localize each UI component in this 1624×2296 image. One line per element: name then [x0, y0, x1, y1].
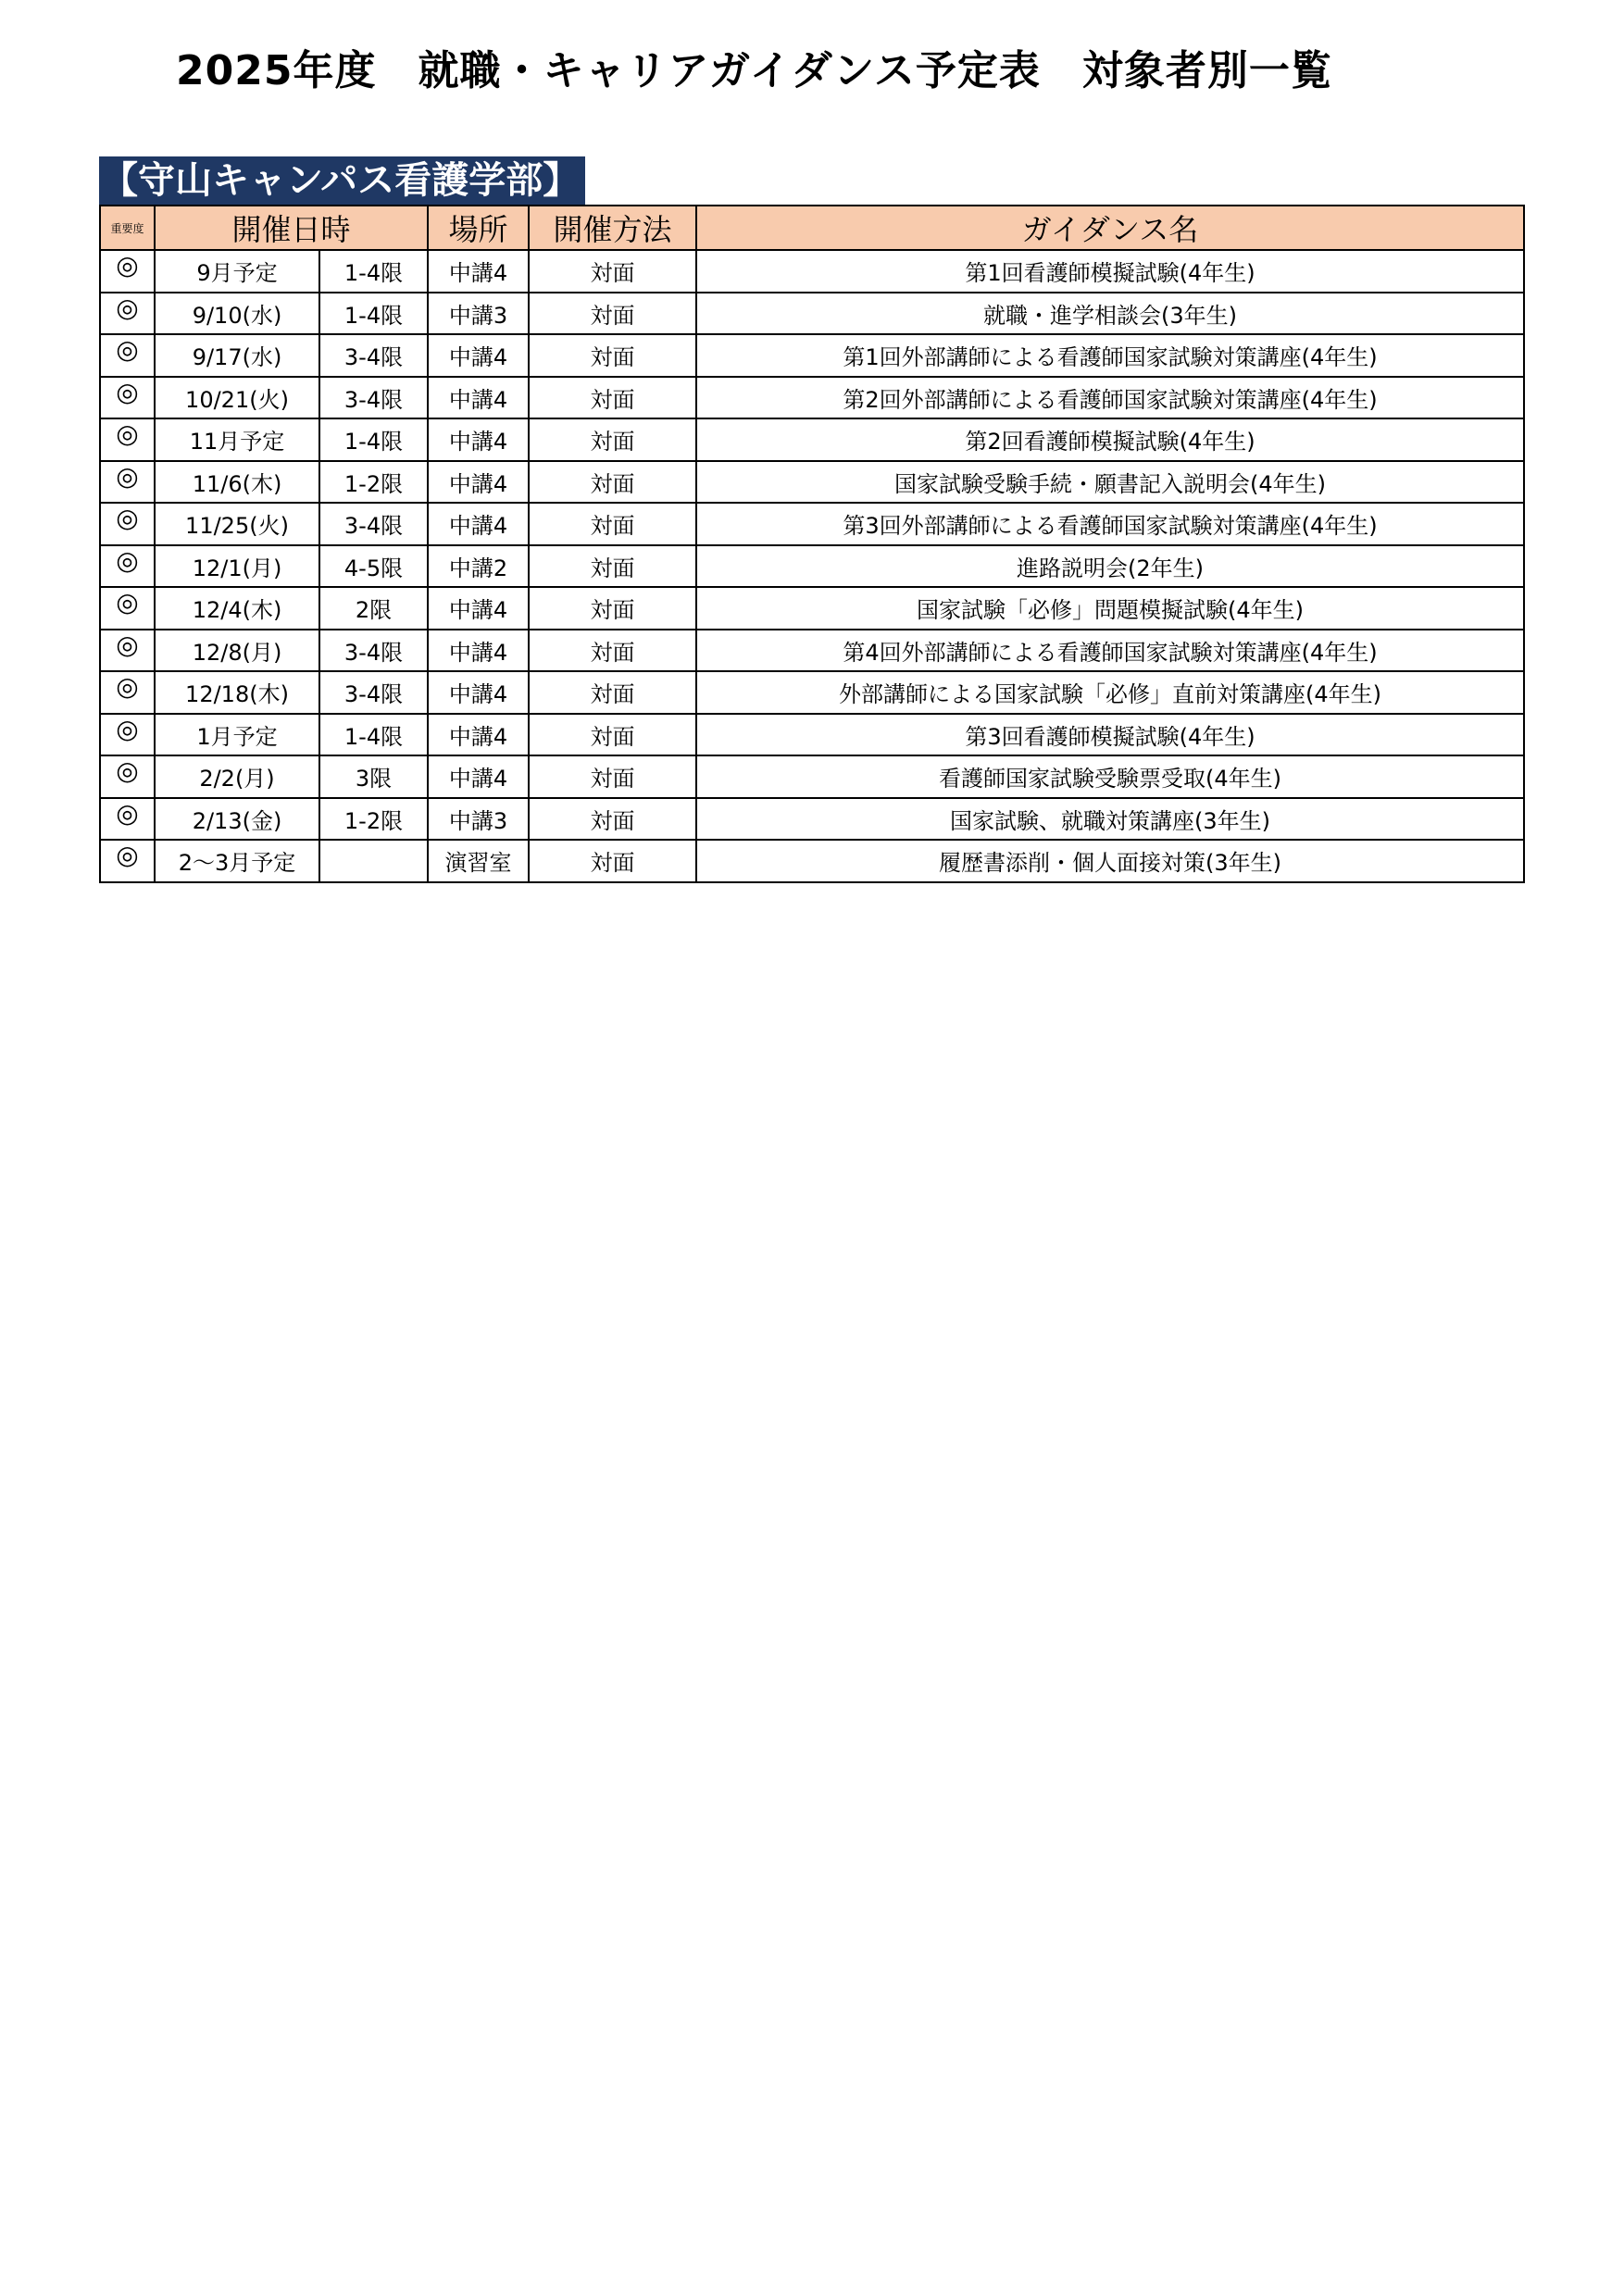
- guidance-name-cell: 第4回外部講師による看護師国家試験対策講座(4年生): [696, 630, 1524, 672]
- date-cell: 9月予定: [155, 250, 319, 293]
- table-row: [100, 671, 1524, 714]
- date-cell: 9/10(水): [155, 293, 319, 335]
- method-cell: 対面: [529, 334, 696, 377]
- method-cell: 対面: [529, 461, 696, 504]
- importance-mark: ◎: [100, 630, 155, 672]
- guidance-name-cell: 国家試験、就職対策講座(3年生): [696, 798, 1524, 841]
- guidance-name-cell: 進路説明会(2年生): [696, 545, 1524, 588]
- place-cell: 中講4: [428, 714, 529, 756]
- period-cell: 3-4限: [319, 503, 428, 545]
- place-cell: 中講3: [428, 798, 529, 841]
- table-row: [100, 714, 1524, 756]
- table-row: [100, 293, 1524, 335]
- importance-mark: ◎: [100, 798, 155, 841]
- importance-mark: ◎: [100, 334, 155, 377]
- table-row: [100, 503, 1524, 545]
- method-cell: 対面: [529, 714, 696, 756]
- section-heading: 【守山キャンパス看護学部】: [99, 156, 585, 205]
- importance-mark: ◎: [100, 418, 155, 461]
- guidance-schedule-table: [99, 205, 1525, 883]
- period-cell: 1-4限: [319, 714, 428, 756]
- guidance-name-cell: 第1回看護師模擬試験(4年生): [696, 250, 1524, 293]
- importance-mark: ◎: [100, 250, 155, 293]
- table-row: [100, 250, 1524, 293]
- place-cell: 中講4: [428, 587, 529, 630]
- guidance-name-cell: 外部講師による国家試験「必修」直前対策講座(4年生): [696, 671, 1524, 714]
- period-cell: 1-2限: [319, 461, 428, 504]
- guidance-name-cell: 第2回外部講師による看護師国家試験対策講座(4年生): [696, 377, 1524, 419]
- place-cell: 中講3: [428, 293, 529, 335]
- guidance-name-cell: 履歴書添削・個人面接対策(3年生): [696, 840, 1524, 882]
- importance-mark: ◎: [100, 755, 155, 798]
- header-importance: 重要度: [100, 206, 155, 250]
- importance-mark: ◎: [100, 840, 155, 882]
- place-cell: 中講4: [428, 461, 529, 504]
- guidance-name-cell: 看護師国家試験受験票受取(4年生): [696, 755, 1524, 798]
- table-body: [100, 250, 1524, 882]
- date-cell: 2/13(金): [155, 798, 319, 841]
- place-cell: 中講4: [428, 377, 529, 419]
- document-title: 2025年度 就職・キャリアガイダンス予定表 対象者別一覧: [176, 47, 1332, 94]
- guidance-name-cell: 国家試験「必修」問題模擬試験(4年生): [696, 587, 1524, 630]
- method-cell: 対面: [529, 840, 696, 882]
- date-cell: 12/18(木): [155, 671, 319, 714]
- table-row: [100, 587, 1524, 630]
- table-row: [100, 334, 1524, 377]
- place-cell: 中講4: [428, 755, 529, 798]
- guidance-name-cell: 就職・進学相談会(3年生): [696, 293, 1524, 335]
- period-cell: 1-4限: [319, 418, 428, 461]
- period-cell: 3-4限: [319, 630, 428, 672]
- place-cell: 中講4: [428, 418, 529, 461]
- importance-mark: ◎: [100, 377, 155, 419]
- method-cell: 対面: [529, 250, 696, 293]
- table-row: [100, 418, 1524, 461]
- place-cell: 中講4: [428, 671, 529, 714]
- method-cell: 対面: [529, 377, 696, 419]
- importance-mark: ◎: [100, 293, 155, 335]
- period-cell: 1-4限: [319, 250, 428, 293]
- method-cell: 対面: [529, 798, 696, 841]
- method-cell: 対面: [529, 587, 696, 630]
- date-cell: 11/25(火): [155, 503, 319, 545]
- date-cell: 11月予定: [155, 418, 319, 461]
- method-cell: 対面: [529, 503, 696, 545]
- importance-mark: ◎: [100, 587, 155, 630]
- header-guidance-name: ガイダンス名: [696, 206, 1524, 250]
- guidance-name-cell: 第3回看護師模擬試験(4年生): [696, 714, 1524, 756]
- period-cell: 4-5限: [319, 545, 428, 588]
- importance-mark: ◎: [100, 714, 155, 756]
- method-cell: 対面: [529, 418, 696, 461]
- place-cell: 中講2: [428, 545, 529, 588]
- place-cell: 中講4: [428, 503, 529, 545]
- period-cell: 1-4限: [319, 293, 428, 335]
- header-method: 開催方法: [529, 206, 696, 250]
- period-cell: 3-4限: [319, 377, 428, 419]
- guidance-name-cell: 第1回外部講師による看護師国家試験対策講座(4年生): [696, 334, 1524, 377]
- table-row: [100, 461, 1524, 504]
- table-row: [100, 755, 1524, 798]
- place-cell: 中講4: [428, 334, 529, 377]
- period-cell: 1-2限: [319, 798, 428, 841]
- date-cell: 9/17(水): [155, 334, 319, 377]
- table-row: [100, 545, 1524, 588]
- method-cell: 対面: [529, 630, 696, 672]
- period-cell: 3-4限: [319, 671, 428, 714]
- place-cell: 中講4: [428, 250, 529, 293]
- guidance-name-cell: 第2回看護師模擬試験(4年生): [696, 418, 1524, 461]
- period-cell: 2限: [319, 587, 428, 630]
- date-cell: 12/8(月): [155, 630, 319, 672]
- method-cell: 対面: [529, 545, 696, 588]
- period-cell: 3限: [319, 755, 428, 798]
- header-place: 場所: [428, 206, 529, 250]
- period-cell: 3-4限: [319, 334, 428, 377]
- table-row: [100, 798, 1524, 841]
- date-cell: 10/21(火): [155, 377, 319, 419]
- table-row: [100, 840, 1524, 882]
- date-cell: 12/4(木): [155, 587, 319, 630]
- place-cell: 演習室: [428, 840, 529, 882]
- table-row: [100, 377, 1524, 419]
- header-datetime: 開催日時: [155, 206, 428, 250]
- importance-mark: ◎: [100, 545, 155, 588]
- date-cell: 2/2(月): [155, 755, 319, 798]
- date-cell: 12/1(月): [155, 545, 319, 588]
- guidance-name-cell: 第3回外部講師による看護師国家試験対策講座(4年生): [696, 503, 1524, 545]
- table-row: [100, 630, 1524, 672]
- importance-mark: ◎: [100, 671, 155, 714]
- table-header-row: [100, 206, 1524, 250]
- period-cell: [319, 840, 428, 882]
- importance-mark: ◎: [100, 461, 155, 504]
- date-cell: 2～3月予定: [155, 840, 319, 882]
- place-cell: 中講4: [428, 630, 529, 672]
- method-cell: 対面: [529, 755, 696, 798]
- importance-mark: ◎: [100, 503, 155, 545]
- date-cell: 11/6(木): [155, 461, 319, 504]
- method-cell: 対面: [529, 293, 696, 335]
- date-cell: 1月予定: [155, 714, 319, 756]
- guidance-name-cell: 国家試験受験手続・願書記入説明会(4年生): [696, 461, 1524, 504]
- method-cell: 対面: [529, 671, 696, 714]
